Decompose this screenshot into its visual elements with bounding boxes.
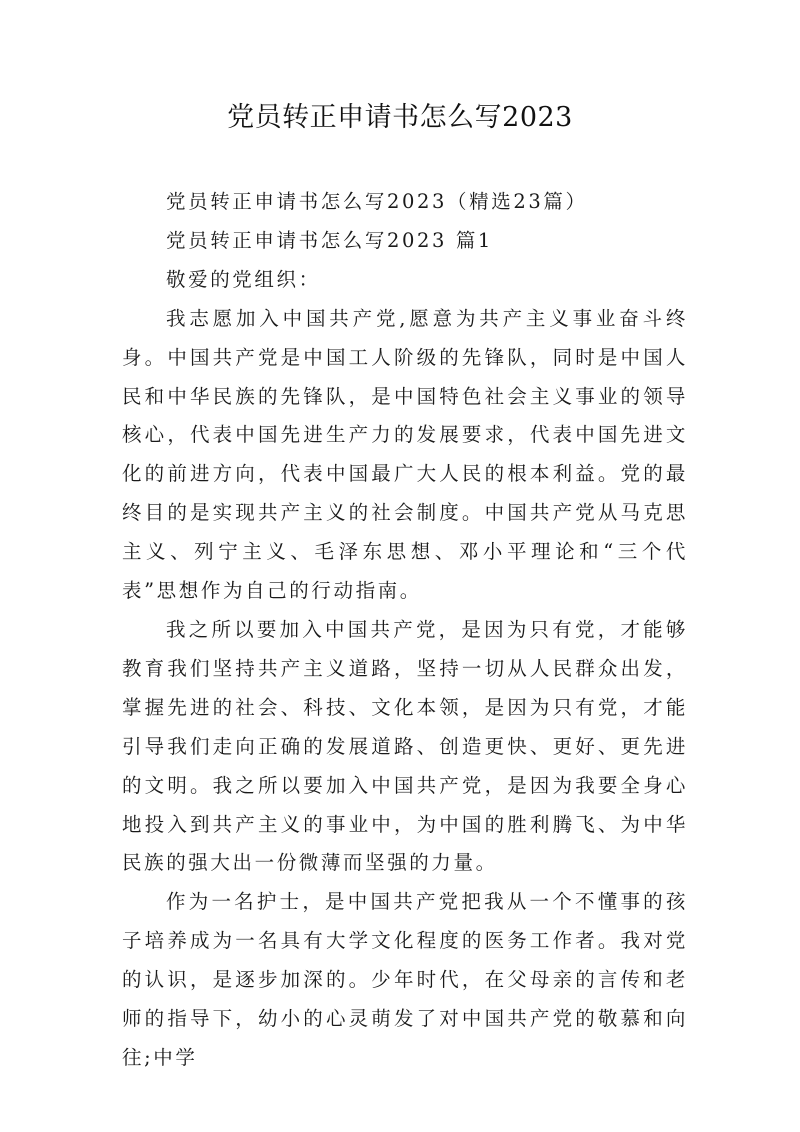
section-heading: 党员转正申请书怎么写2023 篇1: [166, 228, 493, 252]
body-paragraph-1: 我志愿加入中国共产党,愿意为共产主义事业奋斗终身。中国共产党是中国工人阶级的先锋队，同时是中国人民和中华民族的先锋队，是中国特色社会主义事业的领导核心，代表中国先进生产力的发展要求，代表中国先进文化的前进方向，代表中国最广大人民的根本利益。党的最终目的是实现共产主义的社会制度。中国共产党从马克思主义、列宁主义、毛泽东思想、邓小平理论和“三个代表”思想作为自己的行动指南。: [122, 306, 688, 603]
document-title: 党员转正申请书怎么写2023: [227, 102, 573, 133]
document-body: [122, 183, 688, 1078]
document-subtitle: 党员转正申请书怎么写2023（精选23篇）: [166, 190, 588, 213]
salutation: 敬爱的党组织：: [166, 267, 321, 291]
body-paragraph-2: 我之所以要加入中国共产党，是因为只有党，才能够教育我们坚持共产主义道路，坚持一切从人民群众出发，掌握先进的社会、科技、文化本领，是因为只有党，才能引导我们走向正确的发展道路、创造更快、更好、更先进的文明。我之所以要加入中国共产党，是因为我要全身心地投入到共产主义的事业中，为中国的胜利腾飞、为中华民族的强大出一份微薄而坚强的力量。: [122, 617, 688, 875]
body-paragraph-3: 作为一名护士，是中国共产党把我从一个不懂事的孩子培养成为一名具有大学文化程度的医务工作者。我对党的认识，是逐步加深的。少年时代，在父母亲的言传和老师的指导下，幼小的心灵萌发了对中国共产党的敬慕和向往;中学: [122, 890, 688, 1069]
